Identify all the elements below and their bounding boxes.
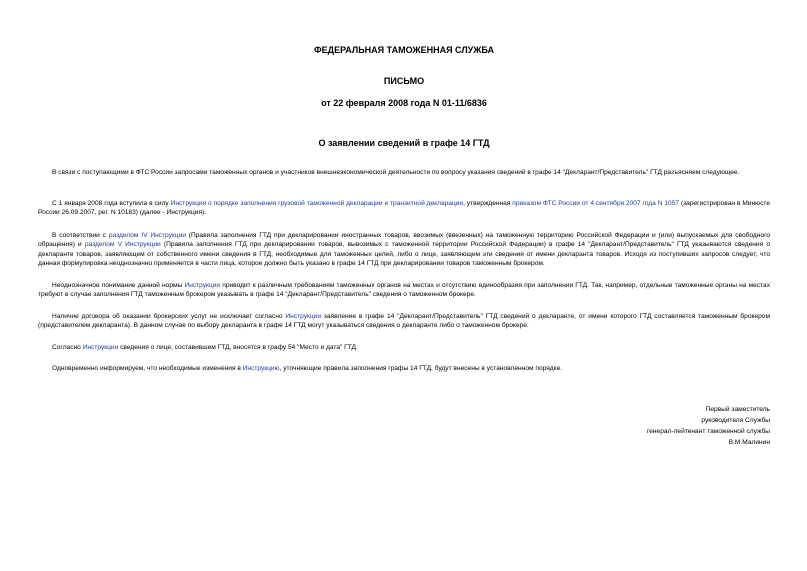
paragraph-text: сведения о лице, составившем ГТД, вносятся в графу 54 "Место и дата" ГТД. [118, 344, 358, 351]
signature-position: руководителя Службы [701, 417, 770, 424]
instruction-link[interactable]: Инструкции [285, 313, 322, 320]
order-1057-link[interactable]: приказом ФТС России от 4 сентября 2007 года N 1057 [512, 200, 680, 207]
paragraph-text: С 1 января 2008 года вступила в силу [52, 200, 171, 207]
instruction-link[interactable]: Инструкция о порядке заполнения грузовой таможенной декларации и транзитной декларации [170, 200, 464, 207]
signature-name: В.М.Малинин [728, 439, 770, 446]
paragraph-5 [38, 312, 770, 331]
document-type-heading: ПИСЬМО [383, 76, 425, 86]
paragraph-text: (Правила заполнения ГТД при декларировании товаров, вывозимых с таможенной территории Российской Федерации) в графе 14 "Декларант/Представитель" ГТД указываются сведения о декларанте товаров, заявляющем от собственного имени сведения в ГТД, необходимые для таможенных целей, либо о лице, заявляющем эти сведения от имени декларанта товаров. Исходя из поступивших запросов следует, что данная формулировка неоднозначно применяется в части лица, которое должно быть указано в графе 14 ГТД при декларировании товаров таможенным брокером. [38, 241, 771, 268]
section-v-link[interactable]: разделом V Инструкции [84, 241, 161, 249]
subject-heading: О заявлении сведений в графе 14 ГТД [318, 138, 490, 148]
paragraph-7 [38, 364, 770, 373]
paragraph-4 [38, 281, 770, 300]
paragraph-6 [38, 343, 770, 352]
instruction-link[interactable]: Инструкцию [242, 365, 280, 372]
instruction-link[interactable]: Инструкции [184, 282, 221, 289]
paragraph-2 [38, 199, 770, 218]
paragraph-text: заявление в графе 14 "Декларант/Представитель" ГТД сведений о декларанте, от имени которого ГТД составляется таможенным брокером (представителем декларанта). В данном случае по выбору декларанта в графе 14 ГТД могут указываться сведения о декларанте либо о таможенном брокере. [38, 313, 770, 330]
paragraph-text: В соответствии с [52, 232, 109, 239]
paragraph-text: Неоднозначное понимание данной нормы [52, 282, 185, 289]
document-date-heading: от 22 февраля 2008 года N 01-11/6836 [321, 98, 487, 108]
section-iv-link[interactable]: разделом IV Инструкции [108, 232, 186, 239]
paragraph-text: приводит к различным требованиям таможенных органов на местах и отсутствию единообразия при заполнении ГТД. Так, например, отдельные таможенные органы на местах требуют в случае заполнения ГТД таможенным брокером указывать в графе 14 "Декларант/Представитель" сведения о таможенном брокере. [38, 282, 770, 299]
paragraph-text: , утвержденная [463, 200, 513, 207]
paragraph-text: (зарегистрирован в Минюсте России 26.09.2007, рег. N 10183) (далее - Инструкция). [38, 200, 770, 217]
paragraph-1: В связи с поступающими в ФТС России запросами таможенных органов и участников внешнеэкономической деятельности по вопросу указания сведений в графе 14 "Декларант/Представитель" ГТД разъясняем следующее. [52, 169, 740, 176]
instruction-link[interactable]: Инструкции [82, 344, 119, 351]
signature-block [647, 404, 770, 448]
signature-title: Первый заместитель [705, 406, 770, 413]
paragraph-text: (Правила заполнения ГТД при декларировании иностранных товаров, ввозимых (ввезенных) на таможенную территорию Российской Федерации и (или) выпускаемых для свободного обращения) и [38, 232, 771, 249]
paragraph-text: , уточняющие правила заполнения графы 14 ГТД, будут внесены в установленном порядке. [279, 365, 563, 372]
signature-rank: генерал-лейтенант таможенной службы [646, 428, 770, 435]
paragraph-text: Наличие договора об оказании брокерских услуг не исключает согласно [52, 313, 286, 320]
paragraph-text: Согласно [52, 344, 83, 351]
paragraph-text: Одновременно информируем, что необходимые изменения в [52, 365, 243, 372]
paragraph-3 [38, 231, 770, 269]
agency-heading: ФЕДЕРАЛЬНАЯ ТАМОЖЕННАЯ СЛУЖБА [313, 45, 495, 55]
